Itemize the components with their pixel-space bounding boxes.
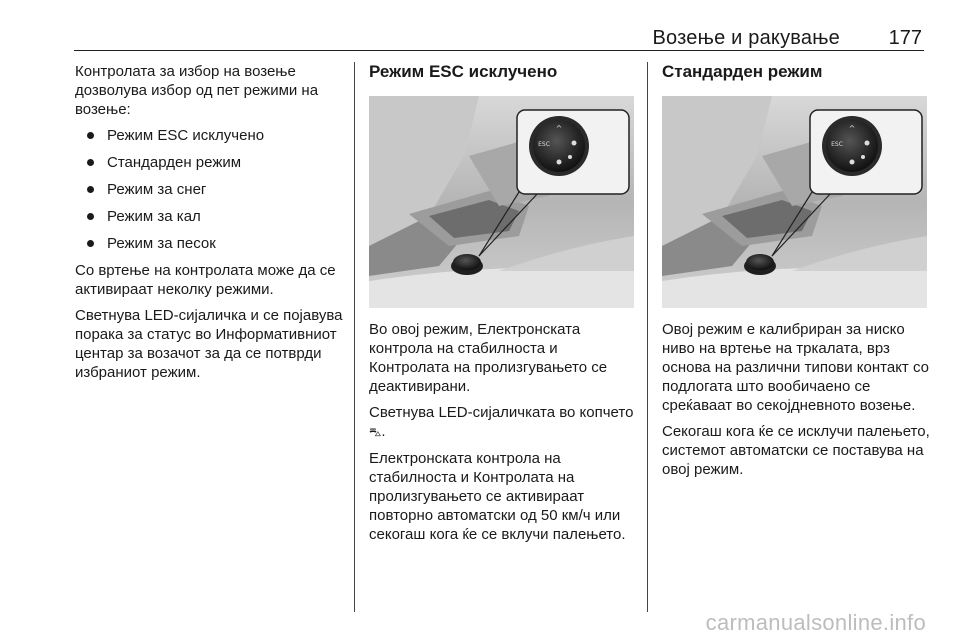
list-item: Режим за снег [75,180,343,199]
column-divider-right [647,62,648,612]
column-intro [75,62,343,389]
section-title-standard: Стандарден режим [662,62,823,81]
svg-text:ESC: ESC [538,141,550,148]
esc-led-end: . [381,423,386,440]
list-item: Режим ESC исклучено [75,126,343,145]
drive-mode-list [75,126,343,253]
list-item: Стандарден режим [75,153,343,172]
standard-mode-reset-paragraph: Секогаш кога ќе се исклучи палењето, системот автоматски се поставува на овој режим. [662,423,930,478]
led-paragraph: Светнува LED-сијаличка и се појавува порака за статус во Информативниот центар за возачот за да се потврди избраниот режим. [75,307,343,381]
svg-text:^: ^ [848,124,856,133]
esc-led-text: Светнува LED-сијаличката во копчето [369,404,634,421]
esc-off-description: Во овој режим, Електронската контрола на стабилноста и Контролата на пролизгувањето се деактивирани. [369,321,608,395]
column-esc-off [369,62,634,551]
page-header [0,0,960,52]
svg-text:ESC: ESC [831,141,843,148]
column-divider-left [354,62,355,612]
watermark: carmanualsonline.info [705,610,926,635]
esc-off-car-icon: ⛍ [369,425,382,439]
drive-mode-selector-illustration-standard [662,96,927,308]
page-header-title: Возење и ракување [652,27,840,49]
column-standard-mode [662,62,930,486]
standard-mode-description: Овој режим е калибриран за ниско ниво на вртење на тркалата, врз основа на различни типови контакт со подлогата што вообичаено се среќаваат во секојдневното возење. [662,321,929,414]
list-item: Режим за кал [75,207,343,226]
intro-paragraph: Контролата за избор на возење дозволува избор од пет режими на возење: [75,63,319,118]
rotate-paragraph: Со вртење на контролата може да се активираат неколку режими. [75,262,336,298]
esc-led-paragraph [369,403,634,442]
svg-text:^: ^ [555,124,563,133]
esc-reactivation-paragraph: Електронската контрола на стабилноста и Контролата на пролизгувањето се активираат повторно автоматски од 50 км/ч или секогаш кога ќе се вклучи палењето. [369,450,626,543]
section-title-esc-off: Режим ESC исклучено [369,62,558,81]
list-item: Режим за песок [75,234,343,253]
page-number: 177 [888,27,922,49]
header-divider [74,50,924,51]
drive-mode-selector-illustration [369,96,634,308]
